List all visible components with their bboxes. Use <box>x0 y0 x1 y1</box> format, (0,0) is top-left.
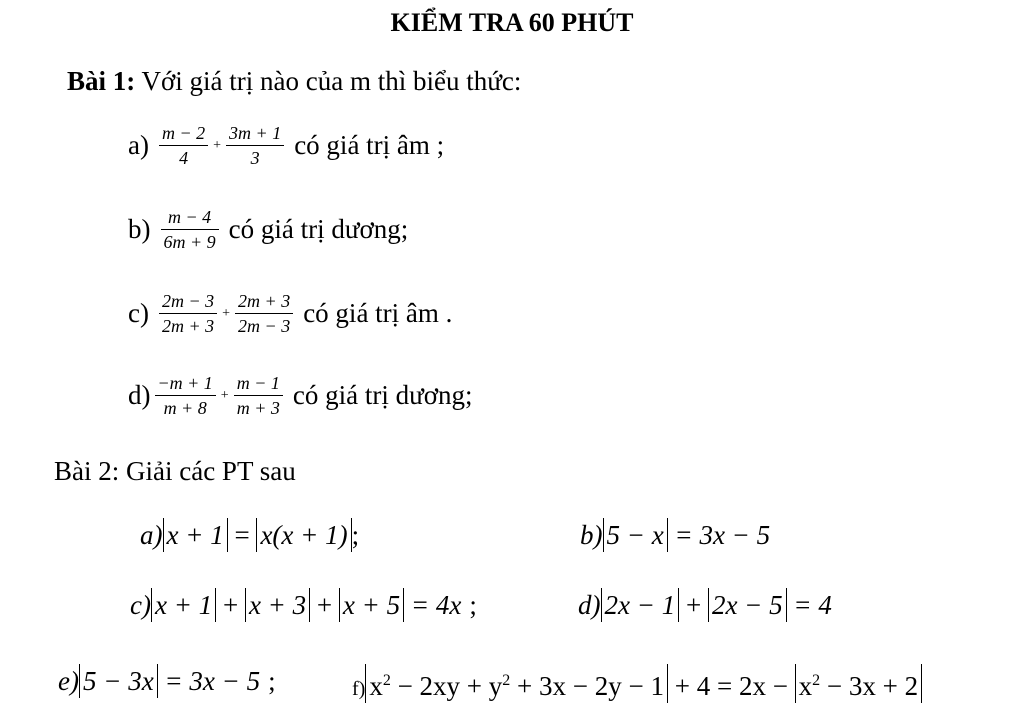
bai2-heading: Bài 2: Giải các PT sau <box>54 456 296 486</box>
bai1-prompt: Với giá trị nào của m thì biểu thức: <box>141 66 522 96</box>
abs-value: x(x + 1) <box>256 518 351 552</box>
bai2-eq-e: e) 5 − 3x = 3x − 5 ; <box>58 666 276 696</box>
fraction: $\frac{-m + 1}{m + 8}$ <box>155 372 216 419</box>
abs-value: $x^2 - 3x + 2$ <box>795 664 922 703</box>
fraction: $\frac{m - 2}{4}$ <box>159 122 208 169</box>
abs-value: 2x − 1 <box>601 588 680 622</box>
abs-value: 5 − x <box>603 518 668 552</box>
bai2-eq-f: f) $x^2 - 2xy + y^2 + 3x - 2y - 1 + 4 = 2x - x^2 - 3x + 2$ <box>352 664 922 703</box>
bai1-label: Bài 1: <box>67 66 136 96</box>
bai1-item-b: b) $\frac{m - 4}{6m + 9}$ có giá trị dương; <box>128 207 409 252</box>
fraction: $\frac{2m - 3}{2m + 3}$ <box>159 290 217 337</box>
fraction: $\frac{m - 4}{6m + 9}$ <box>161 206 219 253</box>
abs-value: x + 1 <box>151 588 216 622</box>
abs-value: x + 1 <box>163 518 228 552</box>
bai1-item-d: d) $\frac{-m + 1}{m + 8}$ + $\frac{m - 1}{m + 3}$ có giá trị dương; <box>128 373 473 418</box>
bai1-item-a: a) $\frac{m - 2}{4}$ + $\frac{3m + 1}{3}$ có giá trị âm ; <box>128 123 445 168</box>
fraction: $\frac{3m + 1}{3}$ <box>226 122 284 169</box>
abs-value: 2x − 5 <box>708 588 787 622</box>
bai1-item-c: c) $\frac{2m - 3}{2m + 3}$ + $\frac{2m + 3}{2m - 3}$ có giá trị âm . <box>128 291 453 336</box>
bai2-eq-a: a) x + 1 = x(x + 1) ; <box>140 520 360 550</box>
abs-value: $x^2 - 2xy + y^2 + 3x - 2y - 1$ <box>365 664 668 703</box>
bai2-eq-c: c) x + 1 + x + 3 + x + 5 = 4x ; <box>130 590 477 620</box>
bai1-heading <box>67 66 521 97</box>
abs-value: 5 − 3x <box>79 664 158 698</box>
bai2-eq-d: d) 2x − 1 + 2x − 5 = 4 <box>578 590 832 620</box>
abs-value: x + 3 <box>245 588 310 622</box>
abs-value: x + 5 <box>339 588 404 622</box>
bai2-eq-b: b) 5 − x = 3x − 5 <box>580 520 771 550</box>
page-title: KIỂM TRA 60 PHÚT <box>390 8 634 37</box>
fraction: $\frac{2m + 3}{2m - 3}$ <box>235 290 293 337</box>
fraction: $\frac{m - 1}{m + 3}$ <box>234 372 283 419</box>
